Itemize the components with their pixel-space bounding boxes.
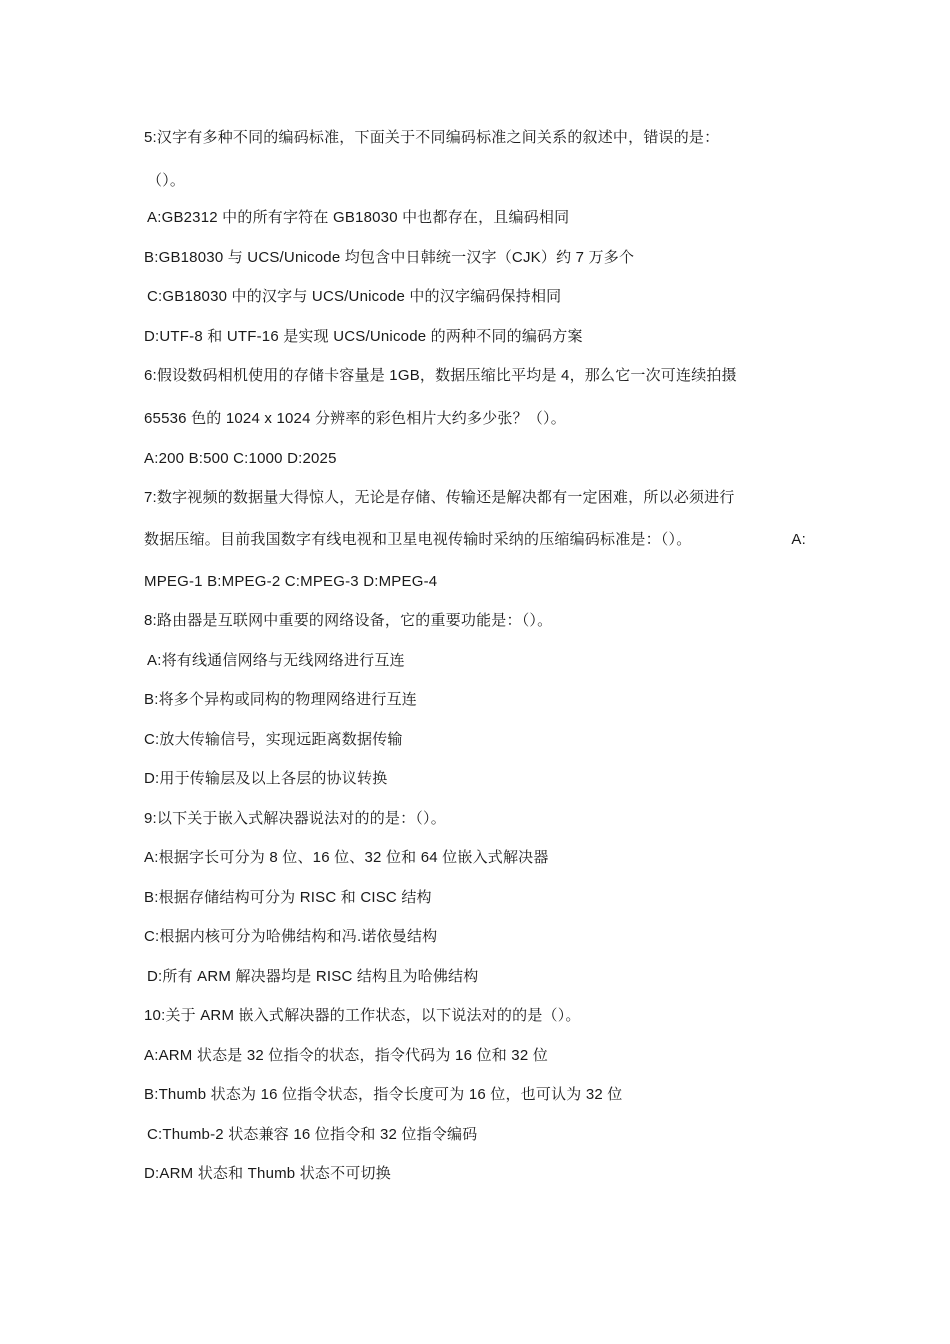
question-10-option-d: D:ARM 状态和 Thumb 状态不可切换 [144, 1165, 391, 1182]
question-8-option-d: D:用于传输层及以上各层的协议转换 [144, 770, 388, 787]
question-7-options: MPEG-1 B:MPEG-2 C:MPEG-3 D:MPEG-4 [144, 573, 438, 590]
question-8-option-a: A:将有线通信网络与无线网络进行互连 [147, 652, 405, 669]
question-5-stem-cont: （）。 [147, 172, 186, 189]
question-6-stem: 6:假设数码相机使用的存储卡容量是 1GB，数据压缩比平均是 4，那么它一次可连续拍摄 [144, 367, 737, 384]
question-9-option-b: B:根据存储结构可分为 RISC 和 CISC 结构 [144, 889, 432, 906]
question-7-stem: 7:数字视频的数据量大得惊人，无论是存储、传输还是解决都有一定困难，所以必须进行 [144, 489, 735, 506]
question-9-option-d: D:所有 ARM 解决器均是 RISC 结构且为哈佛结构 [147, 968, 479, 985]
question-7-stem-cont: 数据压缩。目前我国数字有线电视和卫星电视传输时采纳的压缩编码标准是：（）。 [144, 531, 692, 548]
question-5-option-b: B:GB18030 与 UCS/Unicode 均包含中日韩统一汉字（CJK）约 7 万多个 [144, 249, 635, 266]
question-8-option-b: B:将多个异构或同构的物理网络进行互连 [144, 691, 417, 708]
question-9-stem: 9:以下关于嵌入式解决器说法对的的是：（）。 [144, 810, 446, 827]
question-6-stem-cont: 65536 色的 1024 x 1024 分辨率的彩色相片大约多少张？（）。 [144, 410, 566, 427]
question-5-option-c: C:GB18030 中的汉字与 UCS/Unicode 中的汉字编码保持相同 [147, 288, 562, 305]
question-7-stem-cont-row [144, 530, 806, 550]
question-7-option-a-label: A: [791, 531, 806, 548]
question-5-stem: 5:汉字有多种不同的编码标准，下面关于不同编码标准之间关系的叙述中，错误的是： [144, 129, 720, 146]
question-10-stem: 10:关于 ARM 嵌入式解决器的工作状态，以下说法对的的是（）。 [144, 1007, 581, 1024]
question-10-option-a: A:ARM 状态是 32 位指令的状态，指令代码为 16 位和 32 位 [144, 1047, 548, 1064]
question-9-option-c: C:根据内核可分为哈佛结构和冯.诺依曼结构 [144, 928, 438, 945]
question-5-option-d: D:UTF-8 和 UTF-16 是实现 UCS/Unicode 的两种不同的编码方案 [144, 328, 583, 345]
question-8-option-c: C:放大传输信号，实现远距离数据传输 [144, 731, 403, 748]
question-10-option-c: C:Thumb-2 状态兼容 16 位指令和 32 位指令编码 [147, 1126, 478, 1143]
question-8-stem: 8:路由器是互联网中重要的网络设备，它的重要功能是：（）。 [144, 612, 553, 629]
question-9-option-a: A:根据字长可分为 8 位、16 位、32 位和 64 位嵌入式解决器 [144, 849, 549, 866]
question-10-option-b: B:Thumb 状态为 16 位指令状态，指令长度可为 16 位，也可认为 32 位 [144, 1086, 623, 1103]
question-6-options: A:200 B:500 C:1000 D:2025 [144, 450, 337, 467]
question-5-option-a: A:GB2312 中的所有字符在 GB18030 中也都存在，且编码相同 [147, 209, 570, 226]
